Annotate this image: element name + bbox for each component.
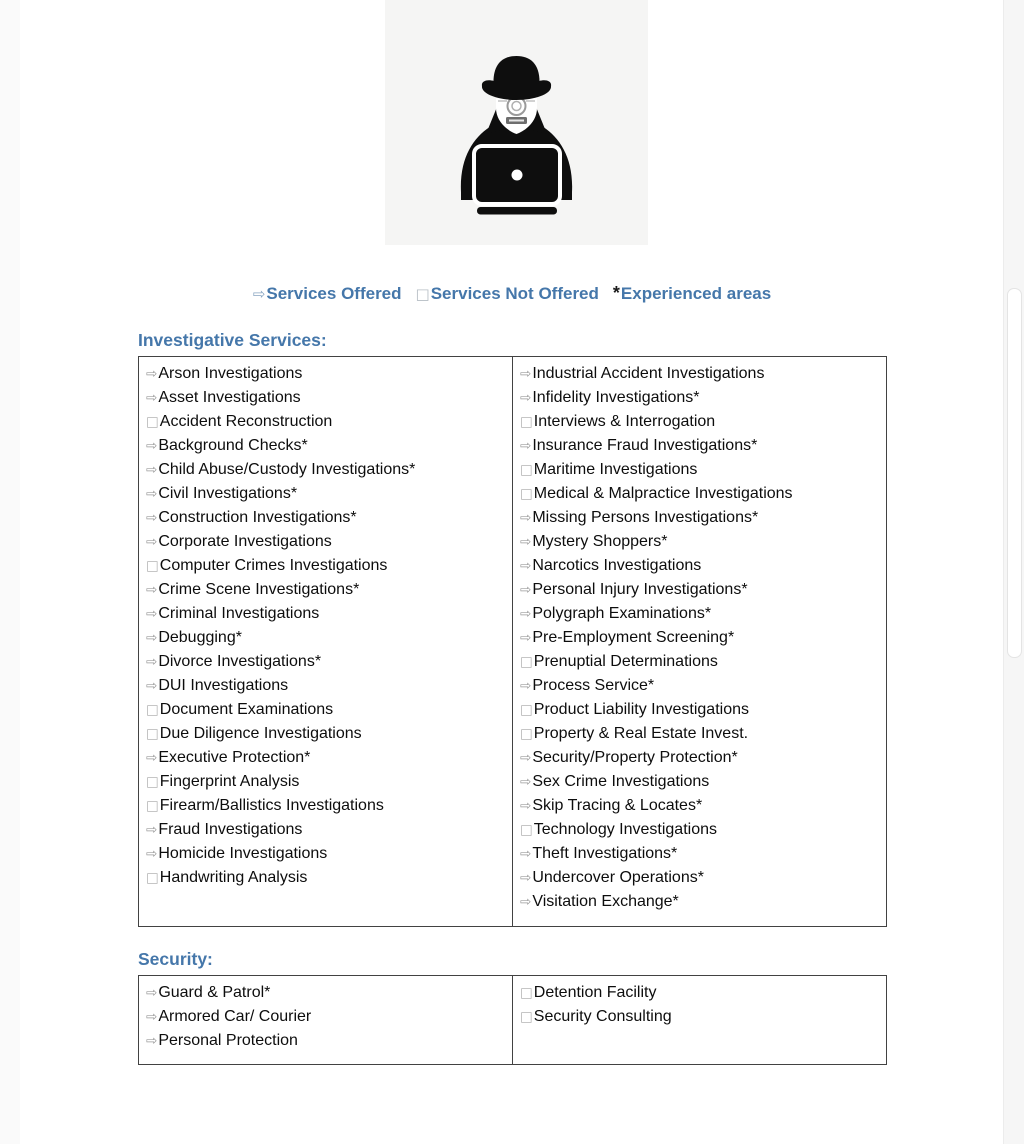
service-label: Skip Tracing & Locates*	[532, 797, 703, 814]
legend-services-offered-label: Services Offered	[266, 284, 402, 303]
service-label: Polygraph Examinations*	[532, 605, 712, 622]
service-item	[146, 1005, 508, 1029]
not-offered-square-icon: □	[520, 1009, 533, 1025]
not-offered-square-icon: □	[520, 822, 533, 838]
service-item	[146, 770, 508, 794]
service-label: Infidelity Investigations*	[532, 389, 700, 406]
service-label: Mystery Shoppers*	[532, 533, 668, 550]
service-item	[146, 530, 508, 554]
service-item	[520, 410, 882, 434]
service-item	[520, 1005, 882, 1029]
offered-arrow-icon: ⇨	[146, 678, 158, 694]
service-item	[146, 410, 508, 434]
offered-arrow-icon: ⇨	[146, 846, 158, 862]
service-label: Construction Investigations*	[158, 509, 357, 526]
service-label: Visitation Exchange*	[532, 893, 679, 910]
service-item	[520, 842, 882, 866]
investigative-column-right	[513, 357, 886, 926]
service-label: Criminal Investigations	[158, 605, 320, 622]
service-label: Maritime Investigations	[533, 461, 698, 478]
service-item	[520, 818, 882, 842]
service-label: Divorce Investigations*	[158, 653, 322, 670]
service-item	[146, 578, 508, 602]
service-label: Corporate Investigations	[158, 533, 332, 550]
experienced-asterisk-icon: *	[612, 283, 620, 303]
investigative-services-table	[138, 356, 887, 927]
offered-arrow-icon: ⇨	[520, 438, 532, 454]
legend-services-not-offered	[416, 283, 599, 305]
service-label: Handwriting Analysis	[159, 869, 308, 886]
not-offered-square-icon: □	[520, 414, 533, 430]
investigative-column-left	[139, 357, 513, 926]
security-column-left	[139, 976, 513, 1064]
service-item	[520, 602, 882, 626]
offered-arrow-icon: ⇨	[520, 606, 532, 622]
service-item	[146, 602, 508, 626]
offered-arrow-icon: ⇨	[520, 582, 532, 598]
offered-arrow-icon: ⇨	[146, 366, 158, 382]
offered-arrow-icon: ⇨	[520, 870, 532, 886]
service-item	[520, 626, 882, 650]
offered-arrow-icon: ⇨	[146, 462, 158, 478]
offered-arrow-icon: ⇨	[520, 798, 532, 814]
not-offered-square-icon: □	[520, 654, 533, 670]
not-offered-square-icon: □	[146, 558, 159, 574]
scrollbar-thumb[interactable]	[1007, 288, 1022, 658]
service-item	[146, 386, 508, 410]
not-offered-square-icon: □	[520, 985, 533, 1001]
offered-arrow-icon: ⇨	[146, 486, 158, 502]
service-label: Computer Crimes Investigations	[159, 557, 388, 574]
service-item	[520, 482, 882, 506]
offered-arrow-icon: ⇨	[146, 985, 158, 1001]
service-label: Interviews & Interrogation	[533, 413, 716, 430]
legend-experienced-areas-label: Experienced areas	[620, 284, 772, 303]
service-label: Executive Protection*	[158, 749, 311, 766]
service-label: Fingerprint Analysis	[159, 773, 300, 790]
service-item	[146, 842, 508, 866]
offered-arrow-icon: ⇨	[146, 1009, 158, 1025]
service-item	[520, 434, 882, 458]
service-item	[520, 770, 882, 794]
service-item	[520, 794, 882, 818]
security-heading: Security:	[138, 949, 213, 969]
service-item	[520, 386, 882, 410]
not-offered-square-icon: □	[520, 486, 533, 502]
service-label: Missing Persons Investigations*	[532, 509, 759, 526]
service-item	[146, 866, 508, 890]
not-offered-square-icon: □	[520, 702, 533, 718]
offered-arrow-icon: ⇨	[146, 510, 158, 526]
service-item	[520, 722, 882, 746]
service-item	[146, 698, 508, 722]
service-item	[146, 746, 508, 770]
offered-arrow-icon: ⇨	[520, 558, 532, 574]
not-offered-square-icon: □	[146, 414, 159, 430]
offered-arrow-icon: ⇨	[520, 510, 532, 526]
offered-arrow-icon: ⇨	[146, 606, 158, 622]
service-item	[520, 578, 882, 602]
offered-arrow-icon: ⇨	[146, 390, 158, 406]
offered-arrow-icon: ⇨	[146, 630, 158, 646]
offered-arrow-icon: ⇨	[146, 582, 158, 598]
service-item	[520, 698, 882, 722]
service-label: Prenuptial Determinations	[533, 653, 718, 670]
security-column-right	[513, 976, 886, 1064]
service-label: Sex Crime Investigations	[532, 773, 710, 790]
offered-arrow-icon: ⇨	[520, 894, 532, 910]
service-item	[520, 890, 882, 914]
service-item	[146, 554, 508, 578]
service-label: Civil Investigations*	[158, 485, 298, 502]
services-offered-arrow-icon: ⇨	[252, 285, 266, 303]
service-label: Security Consulting	[533, 1008, 672, 1025]
offered-arrow-icon: ⇨	[520, 630, 532, 646]
service-label: Crime Scene Investigations*	[158, 581, 360, 598]
spy-laptop-logo-graphic	[385, 0, 648, 245]
service-label: Theft Investigations*	[532, 845, 678, 862]
service-label: Insurance Fraud Investigations*	[532, 437, 758, 454]
service-item	[146, 362, 508, 386]
service-label: Medical & Malpractice Investigations	[533, 485, 793, 502]
service-item	[520, 506, 882, 530]
service-label: Product Liability Investigations	[533, 701, 749, 718]
offered-arrow-icon: ⇨	[520, 366, 532, 382]
service-item	[146, 981, 508, 1005]
service-item	[146, 626, 508, 650]
service-item	[520, 650, 882, 674]
service-label: Detention Facility	[533, 984, 657, 1001]
service-label: Guard & Patrol*	[158, 984, 271, 1001]
offered-arrow-icon: ⇨	[146, 438, 158, 454]
service-item	[520, 674, 882, 698]
not-offered-square-icon: □	[146, 726, 159, 742]
offered-arrow-icon: ⇨	[520, 774, 532, 790]
service-item	[520, 981, 882, 1005]
service-label: Background Checks*	[158, 437, 308, 454]
service-label: Narcotics Investigations	[532, 557, 702, 574]
spy-laptop-logo	[385, 0, 648, 245]
services-not-offered-square-icon: □	[415, 285, 430, 303]
service-item	[520, 866, 882, 890]
not-offered-square-icon: □	[146, 798, 159, 814]
service-item	[520, 530, 882, 554]
service-label: DUI Investigations	[158, 677, 289, 694]
not-offered-square-icon: □	[520, 462, 533, 478]
offered-arrow-icon: ⇨	[520, 750, 532, 766]
service-label: Property & Real Estate Invest.	[533, 725, 749, 742]
service-item	[520, 554, 882, 578]
service-item	[520, 746, 882, 770]
service-label: Fraud Investigations	[158, 821, 303, 838]
service-label: Industrial Accident Investigations	[532, 365, 765, 382]
service-label: Firearm/Ballistics Investigations	[159, 797, 384, 814]
service-item	[520, 458, 882, 482]
service-item	[146, 1029, 508, 1053]
offered-arrow-icon: ⇨	[520, 678, 532, 694]
legend	[20, 282, 1004, 305]
offered-arrow-icon: ⇨	[520, 390, 532, 406]
service-item	[146, 482, 508, 506]
security-table	[138, 975, 887, 1065]
service-item	[146, 674, 508, 698]
service-item	[146, 458, 508, 482]
service-item	[146, 506, 508, 530]
service-label: Debugging*	[158, 629, 242, 646]
service-label: Undercover Operations*	[532, 869, 704, 886]
service-label: Process Service*	[532, 677, 655, 694]
service-label: Armored Car/ Courier	[158, 1008, 312, 1025]
offered-arrow-icon: ⇨	[146, 822, 158, 838]
service-label: Asset Investigations	[158, 389, 301, 406]
offered-arrow-icon: ⇨	[146, 750, 158, 766]
service-label: Personal Protection	[158, 1032, 298, 1049]
offered-arrow-icon: ⇨	[520, 846, 532, 862]
service-item	[146, 650, 508, 674]
offered-arrow-icon: ⇨	[146, 1033, 158, 1049]
offered-arrow-icon: ⇨	[146, 654, 158, 670]
offered-arrow-icon: ⇨	[520, 534, 532, 550]
service-item	[146, 722, 508, 746]
service-label: Document Examinations	[159, 701, 334, 718]
service-item	[146, 434, 508, 458]
service-label: Child Abuse/Custody Investigations*	[158, 461, 416, 478]
service-label: Homicide Investigations	[158, 845, 328, 862]
service-label: Arson Investigations	[158, 365, 303, 382]
service-label: Due Diligence Investigations	[159, 725, 362, 742]
investigative-services-heading: Investigative Services:	[138, 330, 327, 350]
service-label: Technology Investigations	[533, 821, 717, 838]
service-label: Pre-Employment Screening*	[532, 629, 735, 646]
not-offered-square-icon: □	[146, 870, 159, 886]
service-item	[146, 818, 508, 842]
service-label: Security/Property Protection*	[532, 749, 738, 766]
offered-arrow-icon: ⇨	[146, 534, 158, 550]
not-offered-square-icon: □	[520, 726, 533, 742]
legend-services-offered	[253, 283, 402, 305]
legend-experienced-areas	[613, 282, 771, 305]
service-item	[146, 794, 508, 818]
legend-services-not-offered-label: Services Not Offered	[430, 284, 599, 303]
not-offered-square-icon: □	[146, 774, 159, 790]
service-item	[520, 362, 882, 386]
not-offered-square-icon: □	[146, 702, 159, 718]
service-label: Accident Reconstruction	[159, 413, 333, 430]
service-label: Personal Injury Investigations*	[532, 581, 748, 598]
